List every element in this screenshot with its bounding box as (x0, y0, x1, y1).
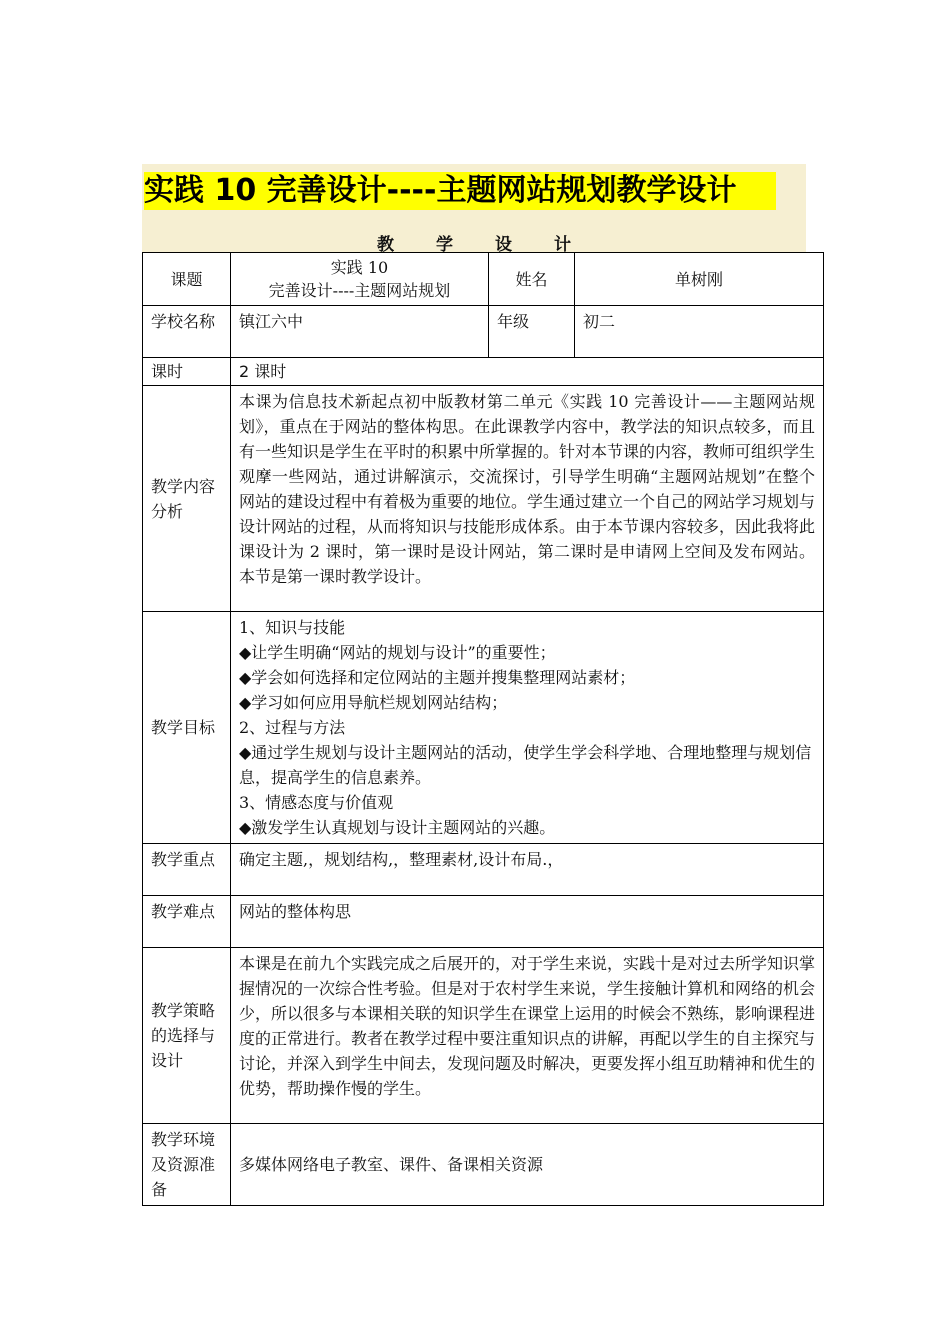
hours-value: 2 课时 (231, 358, 824, 386)
grade-label: 年级 (489, 306, 575, 358)
table-row (143, 844, 824, 896)
topic-line-1: 实践 10 (330, 258, 389, 277)
table-row (143, 896, 824, 948)
school-value: 镇江六中 (231, 306, 489, 358)
table-row (143, 1124, 824, 1206)
keypoint-label: 教学重点 (143, 844, 231, 896)
keypoint-text: 确定主题,，规划结构,，整理素材,设计布局.， (231, 844, 824, 896)
strategy-text: 本课是在前九个实践完成之后展开的，对于学生来说，实践十是对过去所学知识掌握情况的一次综合性考验。但是对于农村学生来说，学生接触计算机和网络的机会少，所以很多与本课相关联的知识学生在课堂上运用的时候会不熟练，影响课程进度的正常进行。教者在教学过程中要注重知识点的讲解，再配以学生的自主探究与讨论，并深入到学生中间去，发现问题及时解决，更要发挥小组互助精神和优生的优势，帮助操作慢的学生。 (231, 948, 824, 1124)
goal-line: ◆通过学生规划与设计主题网站的活动，使学生学会科学地、合理地整理与规划信息，提高学生的信息素养。 (239, 743, 812, 787)
table-row (143, 612, 824, 844)
difficulty-text: 网站的整体构思 (231, 896, 824, 948)
env-label: 教学环境及资源准备 (143, 1124, 231, 1206)
goals-label: 教学目标 (143, 612, 231, 844)
table-row (143, 358, 824, 386)
topic-label: 课题 (143, 253, 231, 306)
goal-line: ◆激发学生认真规划与设计主题网站的兴趣。 (239, 818, 556, 837)
lesson-plan-table (142, 252, 824, 1206)
topic-value (231, 253, 489, 306)
document-title: 实践 10 完善设计----主题网站规划教学设计 (144, 172, 776, 210)
table-row (143, 948, 824, 1124)
difficulty-label: 教学难点 (143, 896, 231, 948)
analysis-label: 教学内容分析 (143, 386, 231, 612)
topic-line-2: 完善设计----主题网站规划 (268, 281, 451, 300)
analysis-text: 本课为信息技术新起点初中版教材第二单元《实践 10 完善设计——主题网站规划》，重点在于网站的整体构思。在此课教学内容中，教学法的知识点较多，而且有一些知识是学生在平时的积累中所掌握的。针对本节课的内容，教师可组织学生观摩一些网站，通过讲解演示，交流探讨，引导学生明确“主题网站规划”在整个网站的建设过程中有着极为重要的地位。学生通过建立一个自己的网站学习规划与设计网站的过程，从而将知识与技能形成体系。由于本节课内容较多，因此我将此课设计为 2 课时，第一课时是设计网站，第二课时是申请网上空间及发布网站。本节是第一课时教学设计。 (231, 386, 824, 612)
goal-line: 2、过程与方法 (239, 718, 346, 737)
table-row (143, 306, 824, 358)
goals-content (231, 612, 824, 844)
hours-label: 课时 (143, 358, 231, 386)
grade-value: 初二 (575, 306, 824, 358)
school-label: 学校名称 (143, 306, 231, 358)
goal-line: 3、情感态度与价值观 (239, 793, 394, 812)
env-text: 多媒体网络电子教室、课件、备课相关资源 (231, 1124, 824, 1206)
name-label: 姓名 (489, 253, 575, 306)
goal-line: ◆学会如何选择和定位网站的主题并搜集整理网站素材； (239, 668, 636, 687)
name-value: 单树刚 (575, 253, 824, 306)
goal-line: 1、知识与技能 (239, 618, 346, 637)
strategy-label: 教学策略的选择与设计 (143, 948, 231, 1124)
goal-line: ◆学习如何应用导航栏规划网站结构； (239, 693, 508, 712)
table-row (143, 253, 824, 306)
table-row (143, 386, 824, 612)
goal-line: ◆让学生明确“网站的规划与设计”的重要性； (239, 643, 556, 662)
document-subtitle: 教学设计 (377, 235, 613, 255)
